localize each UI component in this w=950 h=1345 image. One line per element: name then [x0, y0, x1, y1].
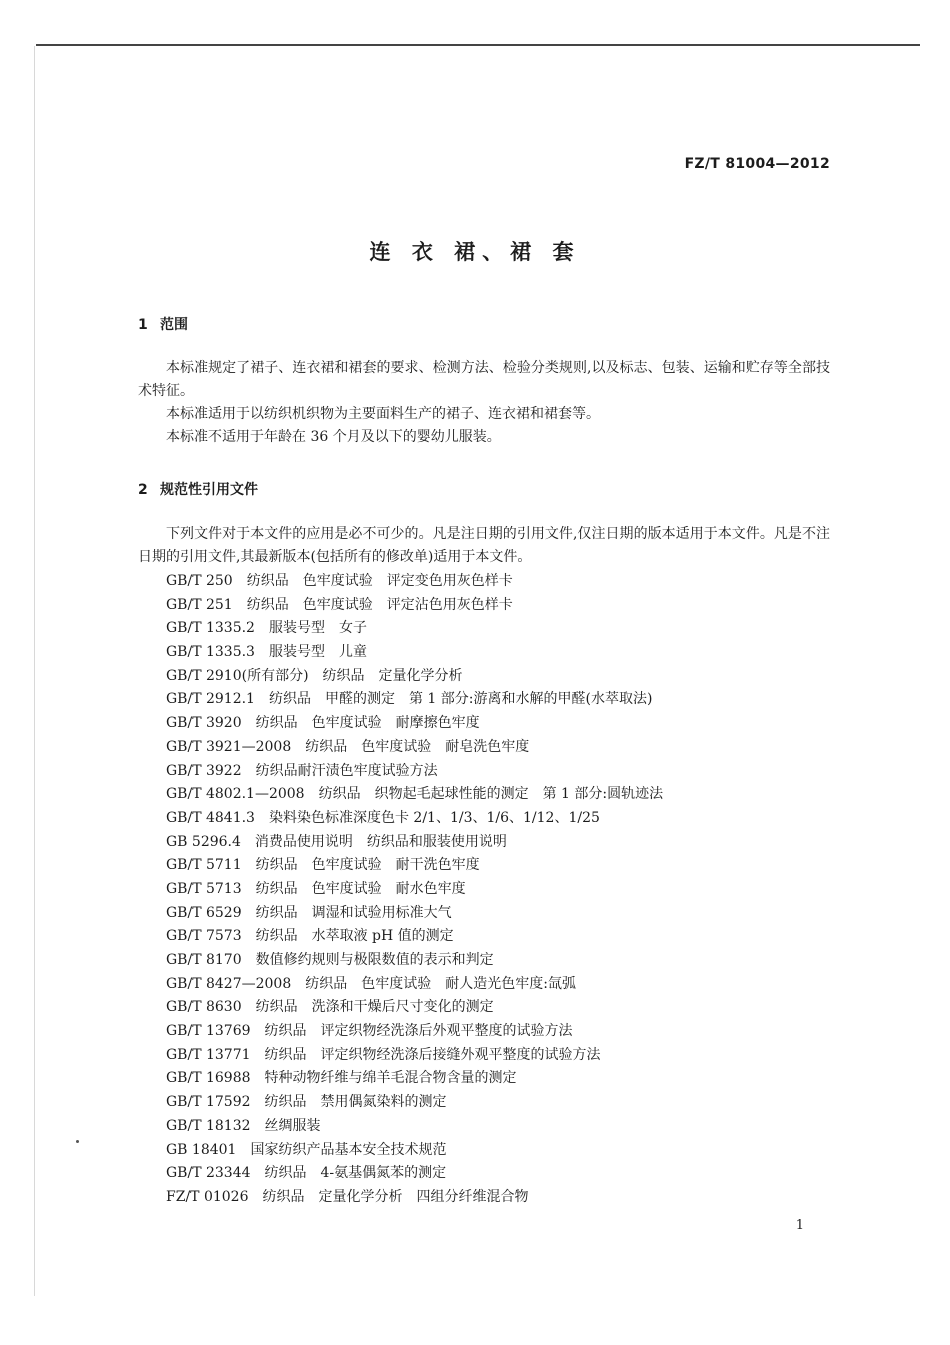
reference-item: GB/T 3920 纺织品 色牢度试验 耐摩擦色牢度	[166, 715, 480, 732]
reference-item: GB/T 18132 丝绸服装	[166, 1117, 321, 1134]
paragraph: 本标准不适用于年龄在 36 个月及以下的婴幼儿服装。	[166, 429, 501, 445]
reference-item: GB/T 13769 纺织品 评定织物经洗涤后外观平整度的试验方法	[166, 1023, 573, 1040]
paragraph: 本标准规定了裙子、连衣裙和裙套的要求、检测方法、检验分类规则,以及标志、包装、运输和贮存等全部技术特征。	[138, 360, 830, 399]
paragraph: 本标准适用于以纺织机织物为主要面料生产的裙子、连衣裙和裙套等。	[166, 406, 600, 422]
reference-item: GB/T 16988 特种动物纤维与绵羊毛混合物含量的测定	[166, 1070, 517, 1087]
reference-item: GB/T 4841.3 染料染色标准深度色卡 2/1、1/3、1/6、1/12、1/25	[166, 809, 600, 826]
reference-item: GB/T 17592 纺织品 禁用偶氮染料的测定	[166, 1094, 447, 1111]
section-2-heading	[138, 479, 258, 499]
section-1-heading	[138, 314, 188, 334]
reference-item: GB/T 8170 数值修约规则与极限数值的表示和判定	[166, 952, 494, 968]
reference-item: GB/T 250 纺织品 色牢度试验 评定变色用灰色样卡	[166, 573, 513, 589]
reference-item: GB 18401 国家纺织产品基本安全技术规范	[166, 1141, 447, 1158]
section-number: 1	[138, 317, 148, 333]
reference-item: GB/T 251 纺织品 色牢度试验 评定沾色用灰色样卡	[166, 596, 513, 613]
reference-item: GB/T 13771 纺织品 评定织物经洗涤后接缝外观平整度的试验方法	[166, 1046, 601, 1063]
scan-speck	[76, 1140, 79, 1143]
reference-item: GB/T 7573 纺织品 水萃取液 pH 值的测定	[166, 928, 454, 945]
page-number: 1	[795, 1218, 804, 1233]
reference-item: GB/T 1335.2 服装号型 女子	[166, 620, 367, 637]
reference-item: GB/T 8630 纺织品 洗涤和干燥后尺寸变化的测定	[166, 999, 494, 1016]
section-title: 规范性引用文件	[160, 482, 258, 498]
reference-item: GB/T 4802.1—2008 纺织品 织物起毛起球性能的测定 第 1 部分:圆轨迹法	[166, 786, 664, 803]
reference-item: GB/T 2910(所有部分) 纺织品 定量化学分析	[166, 667, 463, 684]
scan-edge	[34, 46, 35, 1296]
reference-item: FZ/T 01026 纺织品 定量化学分析 四组分纤维混合物	[166, 1188, 529, 1205]
reference-item: GB/T 8427—2008 纺织品 色牢度试验 耐人造光色牢度:氙弧	[166, 975, 576, 992]
standard-code: FZ/T 81004—2012	[684, 156, 830, 172]
section-number: 2	[138, 482, 148, 498]
reference-item: GB/T 6529 纺织品 调湿和试验用标准大气	[166, 904, 452, 921]
section-title: 范围	[160, 317, 188, 333]
document-title: 连 衣 裙、裙 套	[369, 240, 581, 264]
paragraph: 下列文件对于本文件的应用是必不可少的。凡是注日期的引用文件,仅注日期的版本适用于本文件。凡是不注日期的引用文件,其最新版本(包括所有的修改单)适用于本文件。	[138, 526, 830, 565]
reference-item: GB/T 5711 纺织品 色牢度试验 耐干洗色牢度	[166, 857, 480, 874]
reference-list	[166, 570, 663, 1210]
reference-item: GB/T 1335.3 服装号型 儿童	[166, 644, 367, 661]
reference-item: GB/T 23344 纺织品 4-氨基偶氮苯的测定	[166, 1165, 447, 1182]
reference-item: GB/T 2912.1 纺织品 甲醛的测定 第 1 部分:游离和水解的甲醛(水萃取法)	[166, 691, 653, 708]
reference-item: GB 5296.4 消费品使用说明 纺织品和服装使用说明	[166, 833, 507, 850]
reference-item: GB/T 3922 纺织品耐汗渍色牢度试验方法	[166, 762, 438, 779]
reference-item: GB/T 3921—2008 纺织品 色牢度试验 耐皂洗色牢度	[166, 738, 530, 755]
header-rule	[36, 44, 920, 46]
reference-item: GB/T 5713 纺织品 色牢度试验 耐水色牢度	[166, 880, 466, 897]
